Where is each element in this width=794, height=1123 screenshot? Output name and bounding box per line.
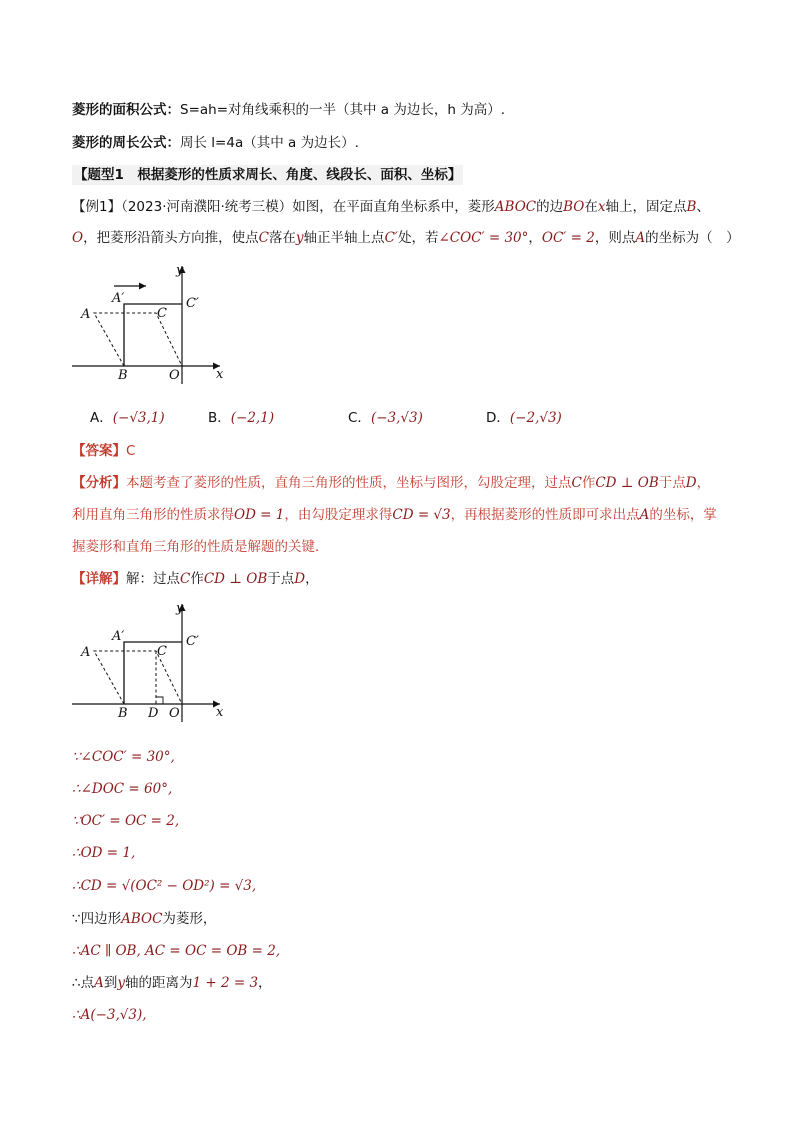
option-letter: D． <box>486 410 510 426</box>
topic-heading: 【题型1 根据菱形的性质求周长、角度、线段长、面积、坐标】 <box>74 167 462 183</box>
math-cp: C′ <box>384 230 398 246</box>
step-text: 为菱形， <box>162 911 217 927</box>
example-text: ，则点 <box>594 230 636 246</box>
math-a: A <box>635 230 646 246</box>
analysis-label: 【分析】 <box>72 475 126 491</box>
label-d: D <box>148 706 159 721</box>
analysis-text: 作 <box>581 475 596 491</box>
label-c: C <box>157 644 167 659</box>
label-a: A <box>81 645 91 660</box>
math-a: A <box>639 507 650 523</box>
rhombus-original <box>94 651 182 704</box>
option-c[interactable] <box>348 408 423 428</box>
step-1: ∵∠COC′ = 30°, <box>72 749 175 765</box>
rhombus-original <box>94 313 182 366</box>
math-abc: ABOC <box>494 199 537 215</box>
label-c: C <box>157 306 167 321</box>
step-text: ∵四边形 <box>72 911 122 927</box>
label-y: y <box>176 601 184 616</box>
step-text: 轴的距离为 <box>124 975 193 991</box>
step-5: ∴CD = √(OC² − OD²) = √3, <box>72 878 257 894</box>
math-bo: BO <box>563 199 585 215</box>
analysis-text: 于点 <box>658 475 686 491</box>
example-line-2 <box>72 228 740 248</box>
math-od: OD = 1 <box>234 507 285 523</box>
example-source: （2023·河南濮阳·统考三模） <box>121 199 293 215</box>
option-d[interactable] <box>486 408 562 428</box>
option-value: (−2,√3) <box>509 410 562 426</box>
math-a: A <box>94 975 104 991</box>
example-text: 的边 <box>536 199 564 215</box>
label-a-prime: A′ <box>112 629 125 644</box>
math-distance: 1 + 2 = 3 <box>192 975 259 991</box>
area-formula-body: S=ah=对角线乘积的一半（其中 a 为边长，h 为高）. <box>180 102 506 118</box>
detail-text: ， <box>305 571 319 587</box>
label-x: x <box>216 705 224 720</box>
math-d: D <box>294 571 306 587</box>
answer-label: 【答案】 <box>72 443 126 459</box>
label-b: B <box>118 706 128 721</box>
example-text: 处，若 <box>397 230 439 246</box>
option-a[interactable] <box>90 408 165 428</box>
analysis-text: ，由勾股定理求得 <box>284 507 393 523</box>
step-text: 到 <box>103 975 118 991</box>
option-letter: B． <box>208 410 231 426</box>
label-o: O <box>169 368 180 383</box>
option-value: (−2,1) <box>230 410 275 426</box>
example-text: 、 <box>696 199 710 215</box>
step-4: ∴OD = 1, <box>72 845 136 861</box>
option-letter: A． <box>90 410 113 426</box>
step-text: ∴点 <box>72 975 95 991</box>
analysis-text: ， <box>696 475 711 491</box>
detail-label: 【详解】 <box>72 571 126 587</box>
math-angle: ∠COC′ = 30° <box>438 230 529 246</box>
label-c-prime: C′ <box>186 634 199 649</box>
example-text: 在 <box>584 199 598 215</box>
area-formula <box>72 100 505 120</box>
example-text: 轴正半轴上点 <box>303 230 385 246</box>
math-y: y <box>295 230 304 246</box>
math-c: C <box>571 475 582 491</box>
example-text: ， <box>528 230 542 246</box>
perimeter-formula-body: 周长 l=4a（其中 a 为边长）. <box>180 135 359 151</box>
example-text: 轴上，固定点 <box>605 199 687 215</box>
analysis-text: 利用直角三角形的性质求得 <box>72 507 234 523</box>
math-c: C <box>180 571 191 587</box>
perimeter-formula <box>72 133 359 153</box>
right-angle-mark <box>156 697 163 704</box>
step-2: ∴∠DOC = 60°, <box>72 781 173 797</box>
answer-value: C <box>126 443 136 459</box>
label-y: y <box>176 263 184 278</box>
step-text: ， <box>258 975 272 991</box>
analysis-text: 本题考查了菱形的性质，直角三角形的性质，坐标与图形，勾股定理，过点 <box>126 475 572 491</box>
example-label: 【例1】 <box>72 199 122 215</box>
answer <box>72 441 135 461</box>
step-6 <box>72 909 216 929</box>
math-b: B <box>686 199 697 215</box>
detail-text: 于点 <box>267 571 295 587</box>
math-x: x <box>597 199 606 215</box>
example-text: 如图，在平面直角坐标系中，菱形 <box>292 199 495 215</box>
math-y: y <box>117 975 125 991</box>
math-c: C <box>258 230 269 246</box>
label-a: A <box>81 307 91 322</box>
analysis-text: ，再根据菱形的性质即可求出点 <box>450 507 640 523</box>
math-o: O <box>72 230 84 246</box>
figure-1 <box>68 258 238 390</box>
math-abc: ABOC <box>121 911 163 927</box>
analysis-line-3: 握菱形和直角三角形的性质是解题的关键． <box>72 539 329 555</box>
option-letter: C． <box>348 410 371 426</box>
label-x: x <box>216 367 224 382</box>
detail-text: 作 <box>190 571 204 587</box>
step-9: ∴A(−3,√3), <box>72 1007 147 1023</box>
example-text: ，把菱形沿箭头方向推，使点 <box>83 230 259 246</box>
math-cd: CD ⊥ OB <box>595 475 659 491</box>
step-7: ∴AC ∥ OB, AC = OC = OB = 2, <box>72 943 281 959</box>
area-formula-title: 菱形的面积公式： <box>72 102 180 118</box>
example-line-1 <box>72 197 710 217</box>
step-3: ∵OC′ = OC = 2, <box>72 813 180 829</box>
example-text: 的坐标为（ ） <box>645 230 740 246</box>
detail-intro <box>72 569 319 589</box>
label-a-prime: A′ <box>112 291 125 306</box>
option-b[interactable] <box>208 408 274 428</box>
label-o: O <box>169 706 180 721</box>
analysis-line-1 <box>72 473 710 493</box>
analysis-line-2 <box>72 505 717 525</box>
label-b: B <box>118 368 128 383</box>
math-cd: CD ⊥ OB <box>203 571 268 587</box>
analysis-text: 的坐标，掌 <box>649 507 717 523</box>
option-value: (−3,√3) <box>370 410 423 426</box>
step-8 <box>72 973 272 993</box>
option-value: (−√3,1) <box>112 410 165 426</box>
figure-2 <box>68 596 238 728</box>
label-c-prime: C′ <box>186 296 199 311</box>
detail-text: 解：过点 <box>126 571 180 587</box>
math-d: D <box>685 475 697 491</box>
example-text: 落在 <box>268 230 296 246</box>
math-cd-value: CD = √3 <box>392 507 451 523</box>
perimeter-formula-title: 菱形的周长公式： <box>72 135 180 151</box>
math-ocp: OC′ = 2 <box>541 230 595 246</box>
